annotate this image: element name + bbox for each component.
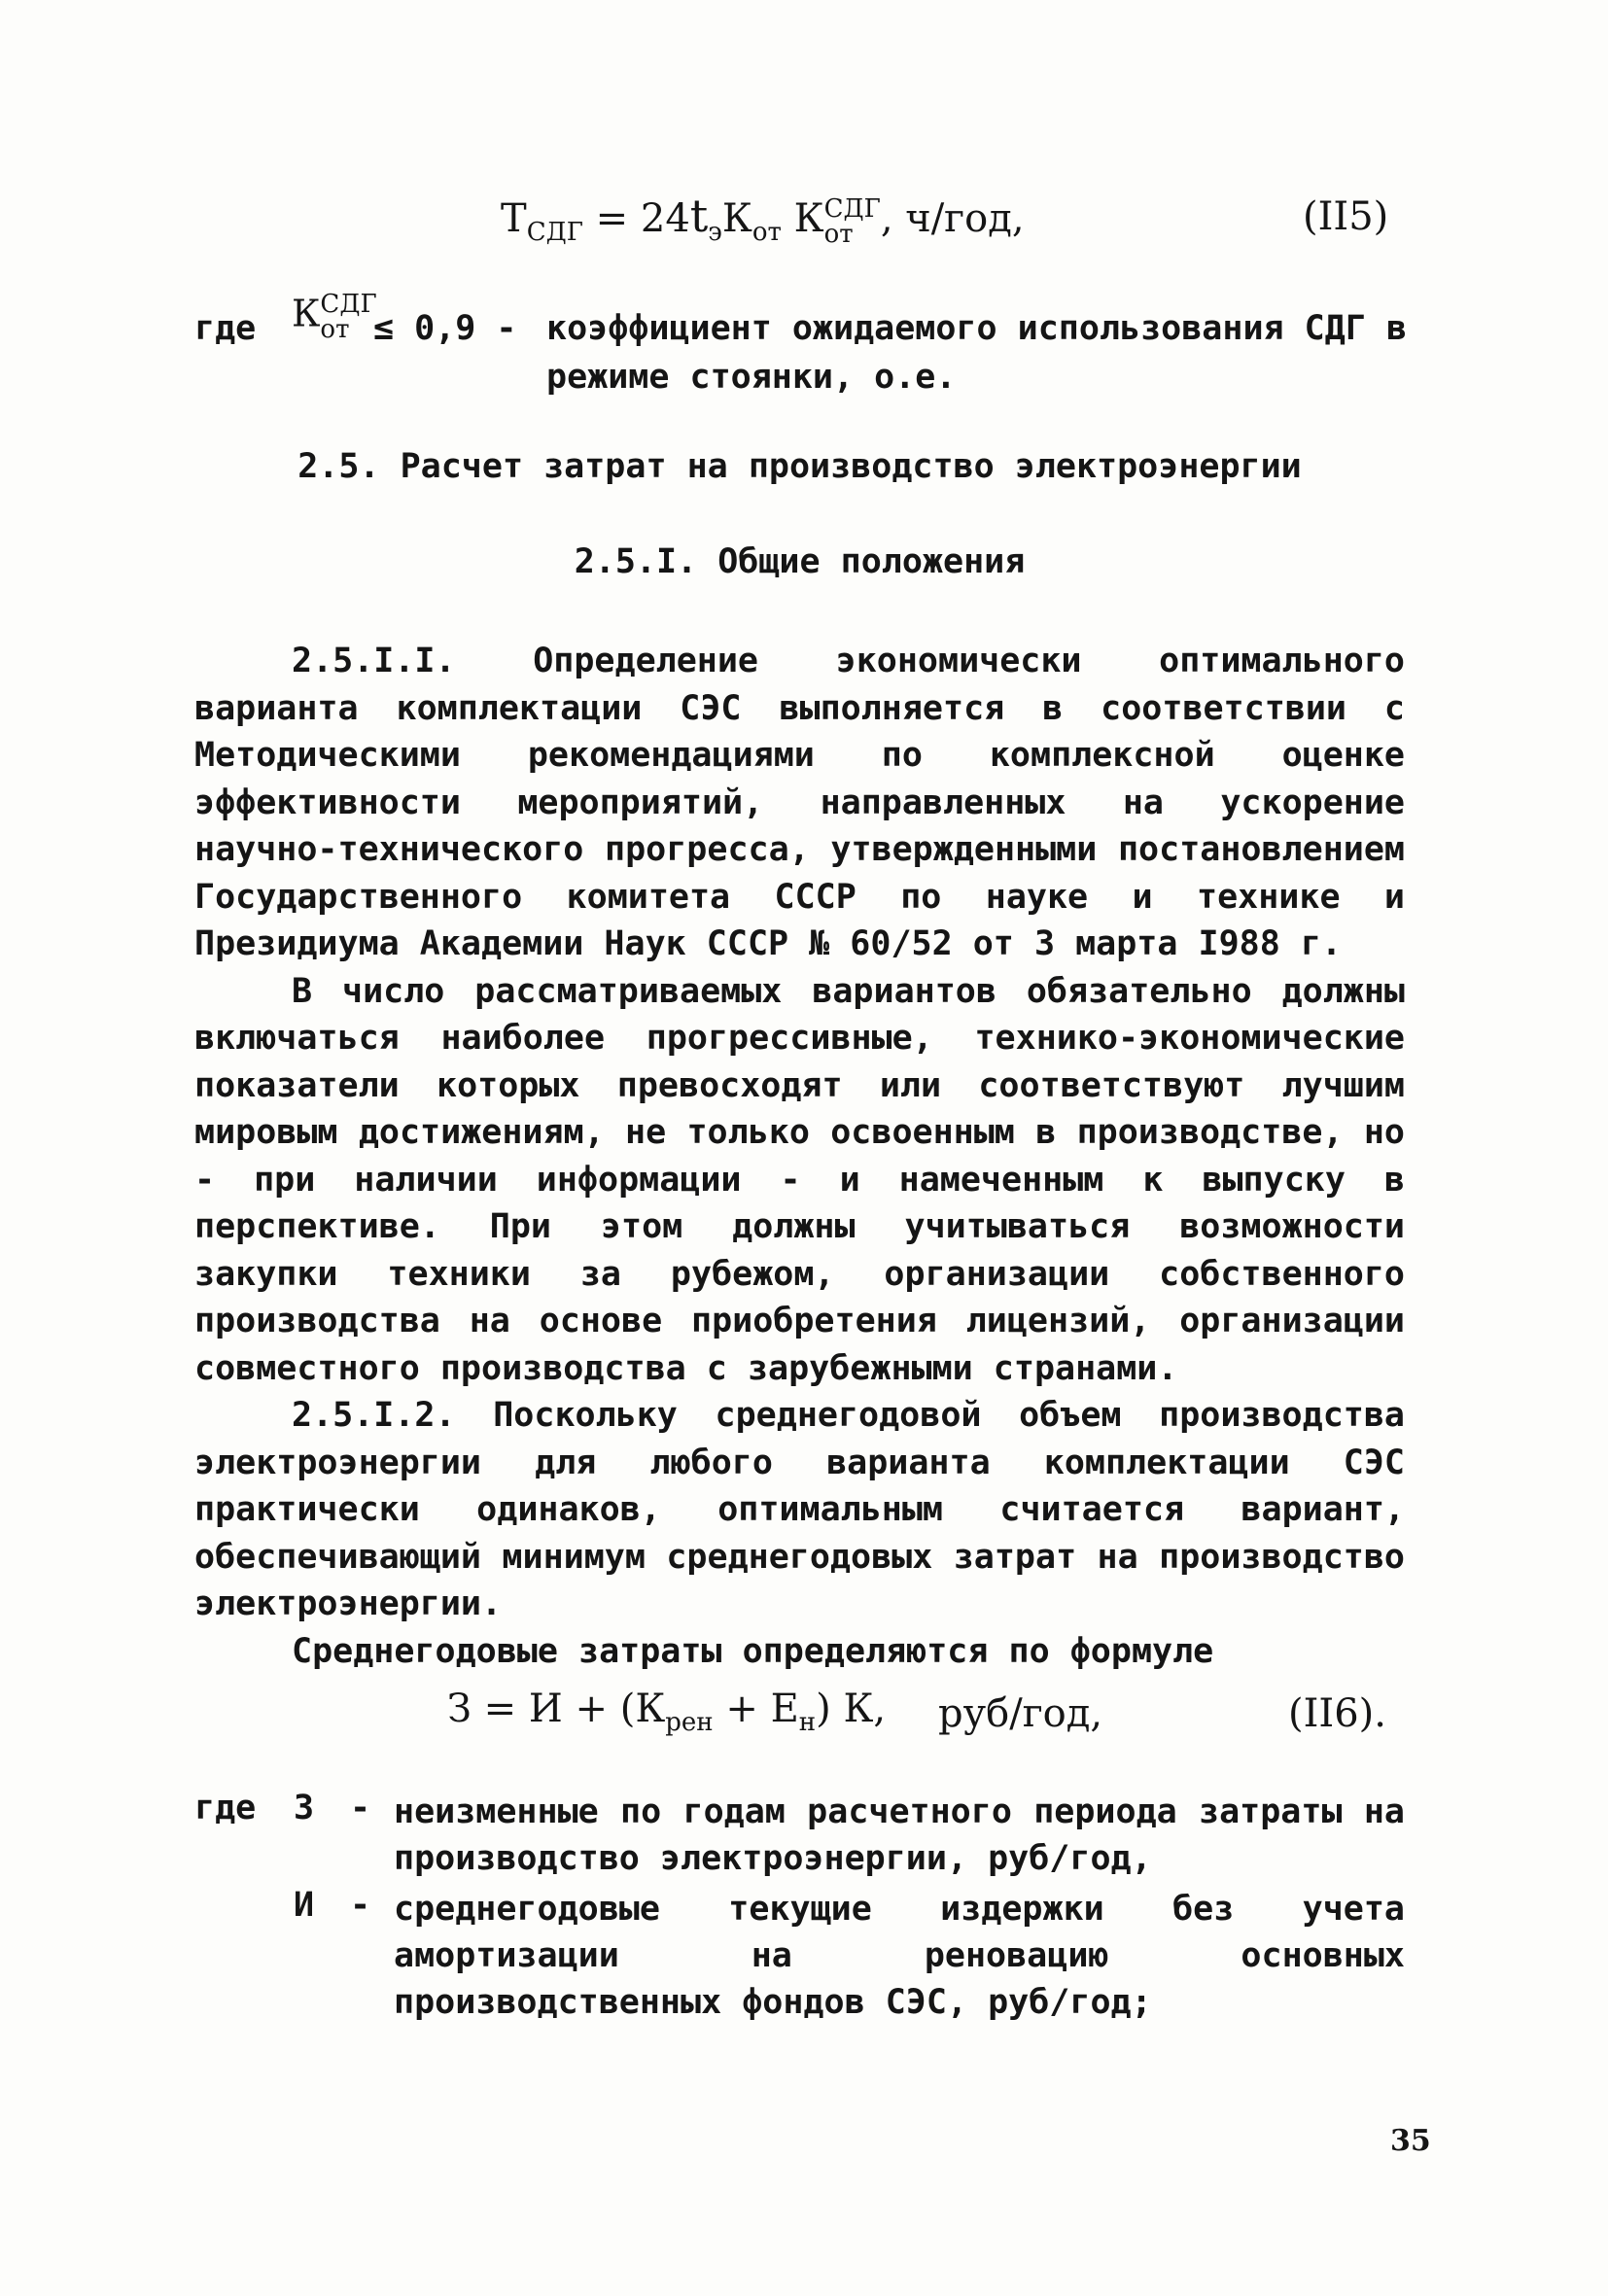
where-item-definition: неизменные по годам расчетного периода затраты на производство электроэнергии, руб/год,	[394, 1792, 1405, 1878]
where-prefix: где	[194, 309, 257, 348]
formula-116-plus: +	[575, 1687, 608, 1731]
where-symbol-subscript: от	[320, 315, 350, 344]
formula-115-number: (II5)	[1303, 194, 1389, 239]
formula-equals: =	[595, 196, 629, 241]
paragraph-2-5-1-2: 2.5.I.2. Поскольку среднегодовой объем производства электроэнергии для любого варианта комплектации СЭС практически одинаков, оптимальным считается вариант, обеспечивающий минимум среднегодовых затрат на производство электроэнергии.	[194, 1396, 1405, 1623]
formula-coefficient: 24	[640, 196, 690, 241]
formula-116-e-subscript: н	[798, 1708, 817, 1737]
formula-116-k-subscript: рен	[665, 1708, 714, 1737]
formula-k1-subscript: от	[752, 218, 782, 247]
formula-116-lhs: З	[447, 1687, 472, 1731]
where-item-symbol: З	[294, 1789, 315, 1827]
where-symbol-k: К	[292, 292, 321, 335]
where-definition-line2: режиме стоянки, о.е.	[546, 358, 957, 397]
formula-115	[501, 190, 1025, 247]
section-heading: 2.5. Расчет затрат на производство электроэнергии	[297, 447, 1302, 486]
formula-t: t	[689, 190, 709, 242]
formula-116-close: ) К,	[816, 1687, 887, 1731]
formula-116	[447, 1687, 886, 1737]
where-symbol-indices	[320, 292, 376, 342]
page-number: 35	[1390, 2124, 1431, 2158]
formula-k2-superscript: СДГ	[823, 194, 881, 224]
where-condition: ≤ 0,9 -	[373, 309, 517, 348]
formula-116-equals: =	[483, 1687, 517, 1731]
formula-k2: К	[793, 196, 824, 241]
paragraph-variants: В число рассматриваемых вариантов обязательно должны включаться наиболее прогрессивные, технико-экономические показатели которых превосходят или соответствуют лучшим мировым достижениям, не только освоенным в производстве, но - при наличии информации - и намеченным к выпуску в перспективе. При этом должны учитываться возможности закупки техники за рубежом, организации собственного производства на основе приобретения лицензий, организации совместного производства с зарубежными странами.	[194, 971, 1405, 1388]
paragraph-2-5-1-1: 2.5.I.I. Определение экономически оптимального варианта комплектации СЭС выполняется в соответствии с Методическими рекомендациями по комплексной оценке эффективности мероприятий, направленных на ускорение научно-технического прогресса, утвержденными постановлением Государственного комитета СССР по науке и технике и Президиума Академии Наук СССР № 60/52 от 3 марта I988 г.	[194, 642, 1405, 963]
formula-lhs-subscript: СДГ	[526, 218, 583, 247]
where-symbol	[292, 292, 377, 342]
subsection-heading: 2.5.I. Общие положения	[574, 542, 1026, 581]
formula-116-k: (К	[619, 1687, 666, 1731]
where-item-dash: -	[350, 1886, 371, 1925]
formula-116-unit: руб/год,	[938, 1691, 1103, 1736]
formula-116-number: (II6).	[1288, 1691, 1386, 1736]
formula-lhs: T	[501, 196, 527, 241]
where-symbol-superscript: СДГ	[320, 290, 377, 319]
formula-116-plus-2: +	[725, 1687, 758, 1731]
formula-k2-indices	[824, 196, 881, 247]
formula-unit: , ч/год,	[880, 196, 1025, 241]
body-text	[194, 638, 1405, 1675]
where-item-dash: -	[350, 1789, 371, 1827]
where-item-definition: среднегодовые текущие издержки без учета амортизации на реновацию основных производственных фондов СЭС, руб/год;	[394, 1890, 1405, 2022]
where-definition-line1: коэффициент ожидаемого использования СДГ в	[546, 309, 1408, 348]
formula-116-e: Е	[770, 1687, 799, 1731]
formula-k1: К	[721, 196, 752, 241]
paragraph-formula-intro: Среднегодовые затраты определяются по формуле	[292, 1631, 1214, 1671]
formula-k2-subscript: от	[823, 220, 854, 249]
formula-t-subscript: э	[708, 218, 722, 247]
where-116-prefix: где	[194, 1789, 257, 1827]
formula-116-term-i: И	[528, 1687, 563, 1731]
where-item-symbol: И	[294, 1886, 315, 1925]
